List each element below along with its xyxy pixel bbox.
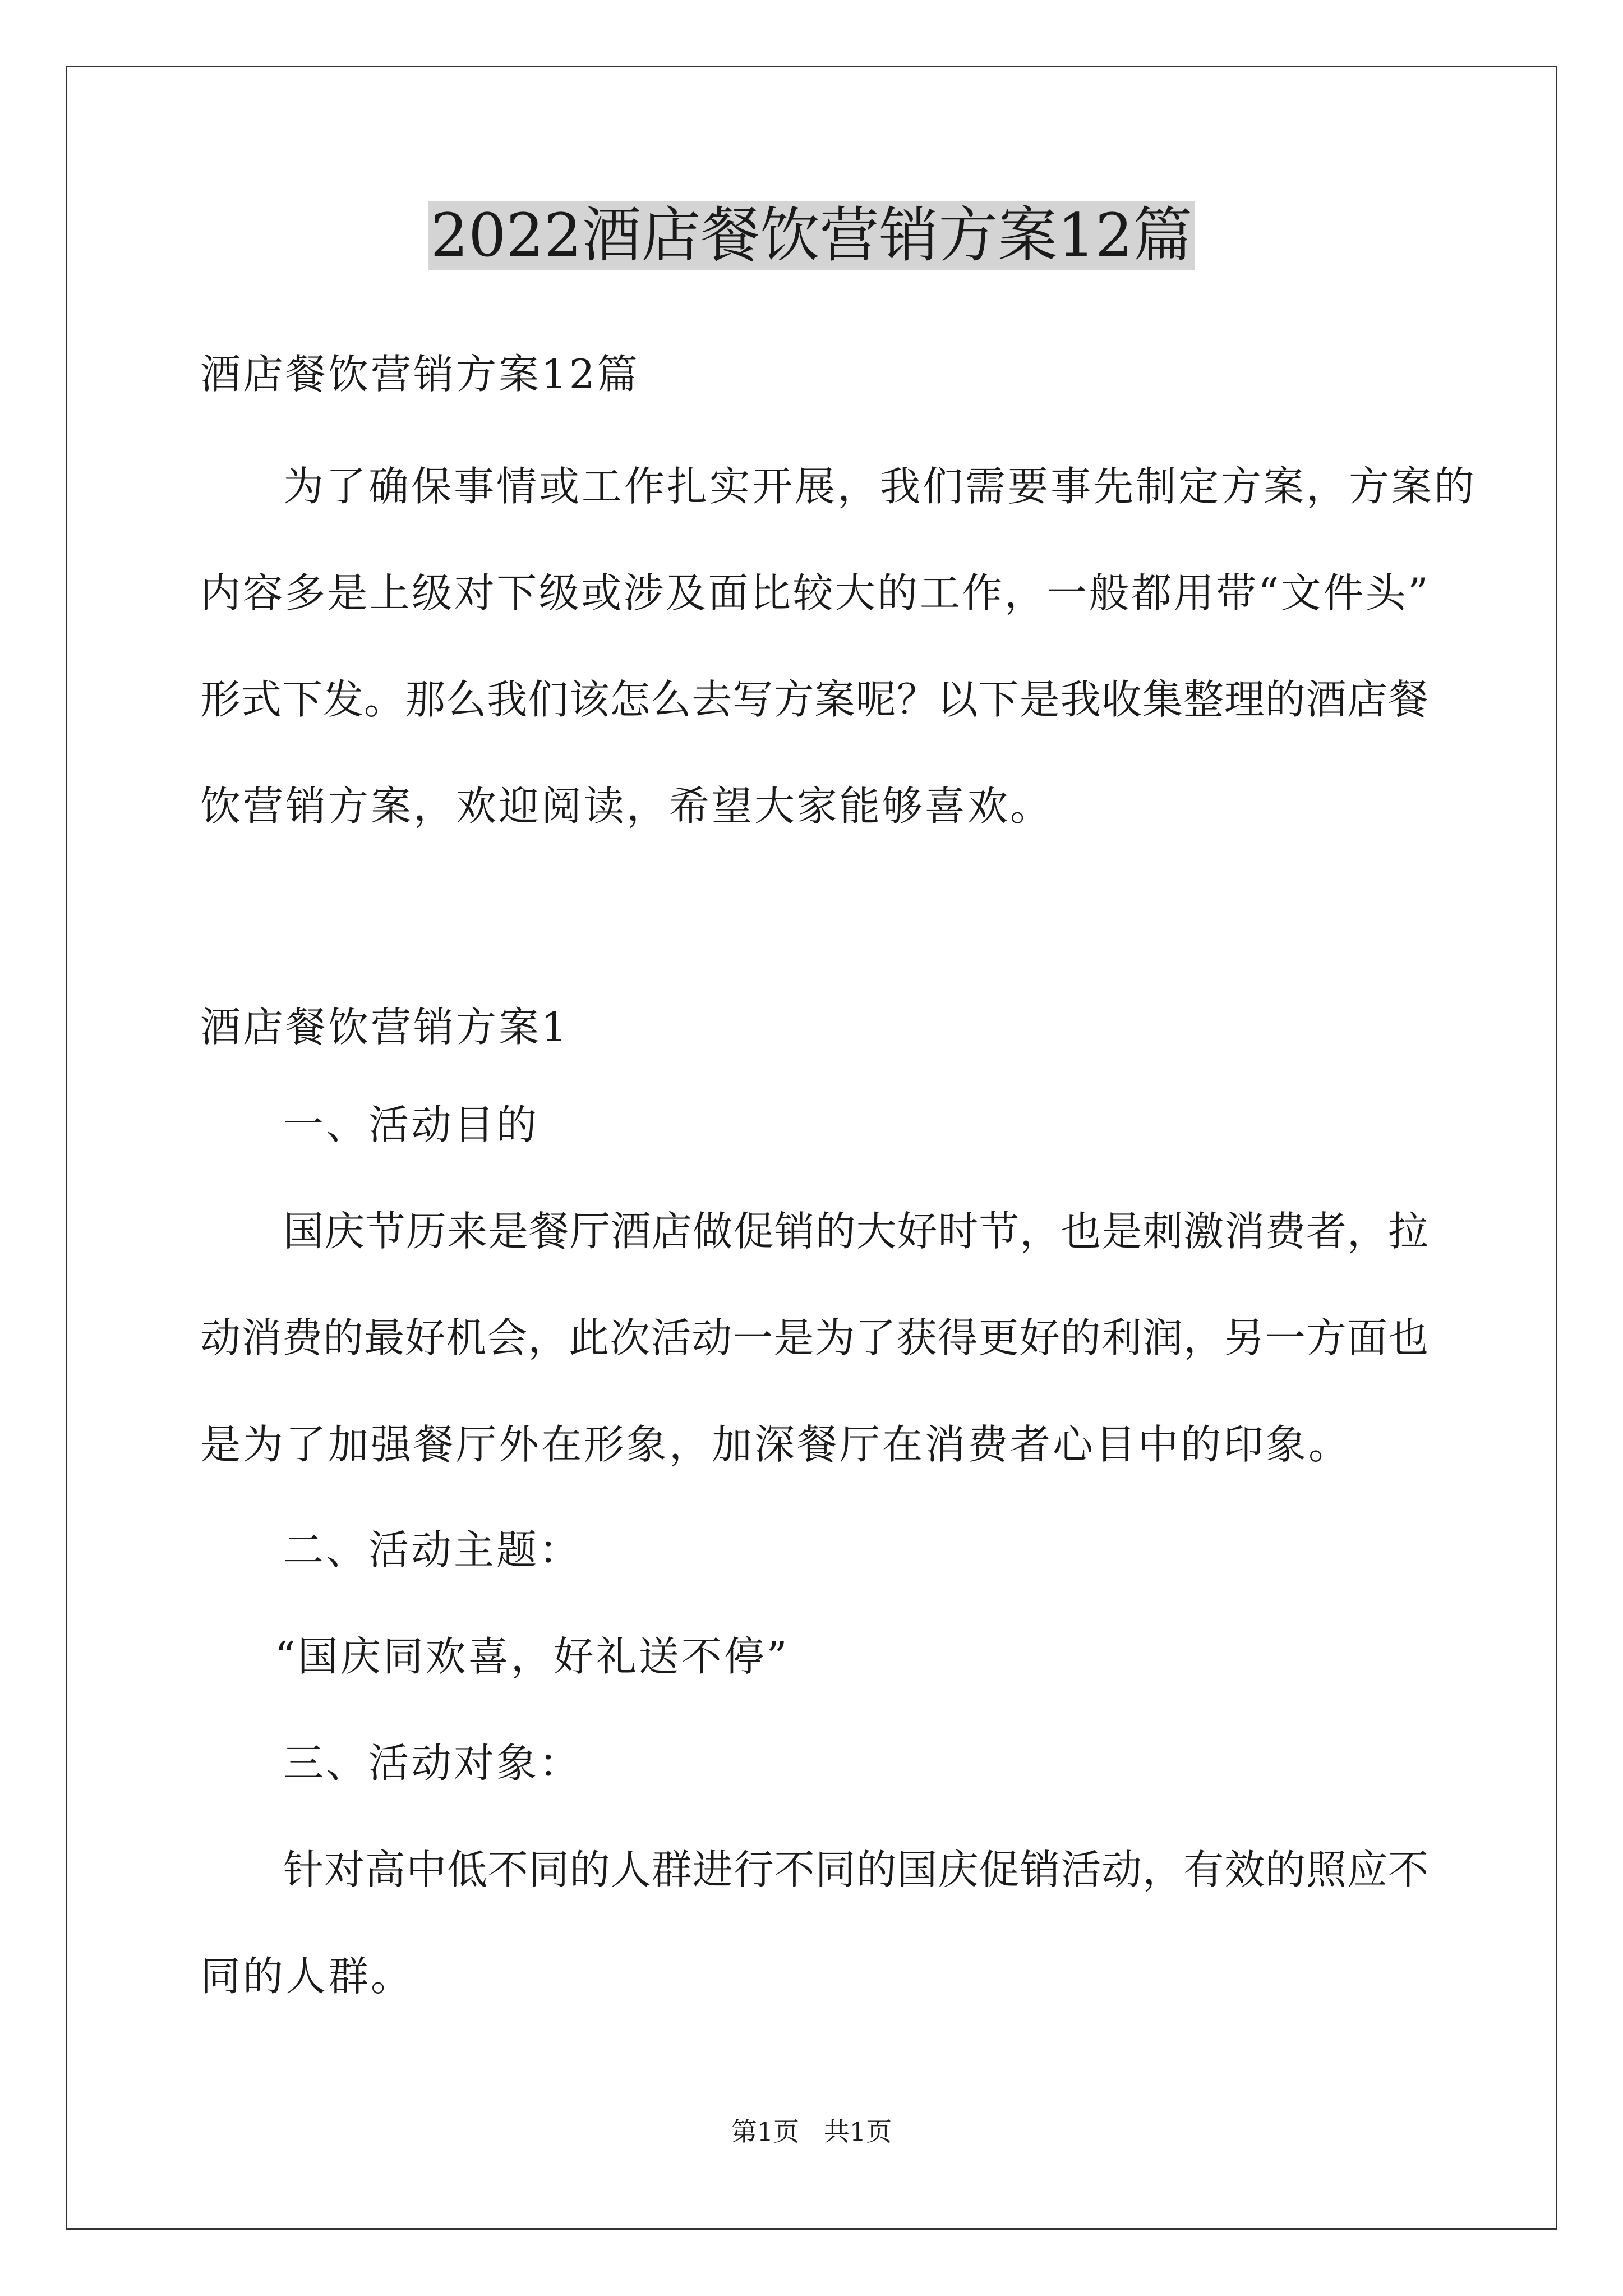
intro-line-4: 饮营销方案，欢迎阅读，希望大家能够喜欢。 [200, 783, 1053, 830]
intro-line-2: 内容多是上级对下级或涉及面比较大的工作，一般都用带“文件头” [200, 569, 1428, 616]
item1-line-3: 是为了加强餐厅外在形象，加深餐厅在消费者心目中的印象。 [200, 1421, 1352, 1468]
section-heading: 酒店餐饮营销方案1 [200, 1004, 569, 1051]
item1-line-1: 国庆节历来是餐厅酒店做促销的大好时节，也是刺激消费者，拉 [283, 1208, 1428, 1255]
intro-line-1: 为了确保事情或工作扎实开展，我们需要事先制定方案，方案的 [283, 463, 1477, 510]
page-footer: 第1页 共1页 [731, 2116, 892, 2147]
item3-line-2: 同的人群。 [200, 1953, 414, 2000]
document-title [0, 199, 1623, 272]
item1-heading: 一、活动目的 [283, 1101, 540, 1148]
intro-line-3: 形式下发。那么我们该怎么去写方案呢？以下是我收集整理的酒店餐 [200, 676, 1428, 723]
subtitle: 酒店餐饮营销方案12篇 [200, 351, 640, 398]
item2-heading: 二、活动主题： [283, 1526, 582, 1573]
item1-line-2: 动消费的最好机会，此次活动一是为了获得更好的利润，另一方面也 [200, 1314, 1428, 1361]
item2-text: “国庆同欢喜，好礼送不停” [275, 1633, 790, 1680]
item3-line-1: 针对高中低不同的人群进行不同的国庆促销活动，有效的照应不 [283, 1846, 1428, 1893]
document-title-text: 2022酒店餐饮营销方案12篇 [428, 201, 1195, 270]
item3-heading: 三、活动对象： [283, 1740, 582, 1787]
